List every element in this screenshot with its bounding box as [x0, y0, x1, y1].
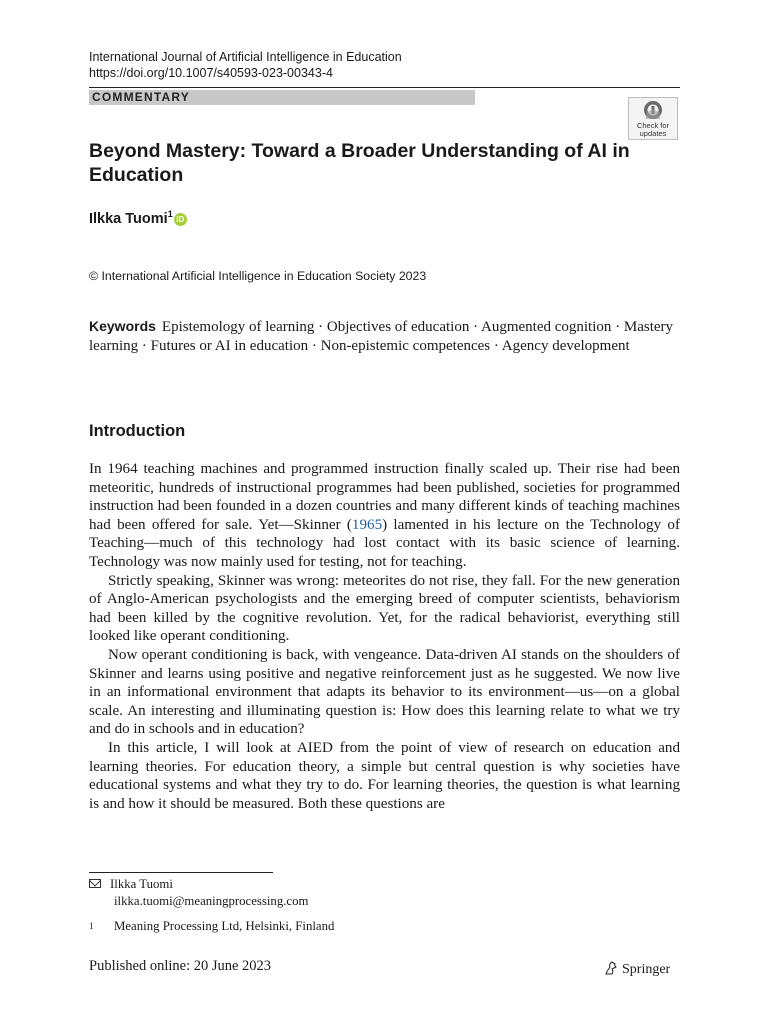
paragraph: In this article, I will look at AIED from the point of view of research on education and learning theories. For education theory, a simple but central question is why societies have educational systems and what they try to do. For learning theories, the question is what learning is and how it should be measured. Both these questions are [89, 739, 680, 812]
paragraph: Strictly speaking, Skinner was wrong: meteorites do not rise, they fall. For the new generation of Anglo-American psychologists and the emerging breed of computer scientists, behaviorism had been killed by the cognitive revolution. Yet, for the radical behaviorist, everything still looked like operant conditioning. [89, 572, 680, 645]
crossmark-icon [643, 100, 663, 120]
keywords-label: Keywords [89, 318, 156, 334]
article-title: Beyond Mastery: Toward a Broader Understanding of AI in Education [89, 140, 630, 186]
publisher-name: Springer [622, 962, 671, 977]
affiliation-text: Meaning Processing Ltd, Helsinki, Finland [114, 919, 335, 933]
journal-name: International Journal of Artificial Intelligence in Education [89, 50, 402, 64]
paragraph: Now operant conditioning is back, with vengeance. Data-driven AI stands on the shoulders of Skinner and learns using positive and negative reinforcement just as he suggested. We now live in an informational environment that adapts its behavior to its environment—us—on a global scale. An interesting and illuminating question is: How does this learning relate to what we try and do in schools and in education? [89, 646, 680, 738]
crossmark-label: Check for updates [636, 121, 670, 138]
springer-horse-icon [604, 961, 618, 975]
section-type-label: COMMENTARY [92, 90, 190, 104]
paragraph: In 1964 teaching machines and programmed instruction finally scaled up. Their rise had been meteoritic, hundreds of instructional programmes had been published, societies for programmed instruction had been founded in a dozen countries and many different kinds of teaching machines had been offered for sale. Yet—Skinner (1965) lamented in his lecture on the Technology of Teaching—much of this technology had lost contact with its basic science of learning. Technology was now mainly used for testing, not for teaching. [89, 461, 680, 570]
citation-link[interactable]: 1965 [351, 516, 383, 533]
contact-footnote [89, 876, 308, 909]
author-line [89, 209, 187, 227]
section-type-bar [89, 90, 475, 105]
section-heading: Introduction [89, 422, 186, 440]
body-text [89, 460, 680, 813]
crossmark-badge[interactable] [628, 97, 678, 140]
affiliation-footnote [89, 918, 334, 935]
published-date: Published online: 20 June 2023 [89, 958, 272, 974]
keywords-list: Epistemology of learning · Objectives of education · Augmented cognition · Mastery learning · Futures or AI in education · Non-epistemic competences · Agency development [89, 319, 674, 354]
doi-link[interactable]: https://doi.org/10.1007/s40593-023-00343-4 [89, 66, 333, 80]
author-name[interactable]: Ilkka Tuomi [89, 210, 168, 227]
footnote-rule [89, 872, 273, 873]
author-affiliation-mark: 1 [167, 209, 173, 219]
envelope-icon [89, 879, 101, 888]
header-rule [89, 87, 680, 88]
keywords-block [89, 317, 681, 356]
affiliation-number: 1 [89, 921, 94, 931]
contact-email[interactable]: ilkka.tuomi@meaningprocessing.com [114, 893, 309, 908]
orcid-icon[interactable]: iD [174, 213, 187, 226]
contact-name: Ilkka Tuomi [110, 877, 173, 891]
publisher-logo [604, 961, 670, 978]
copyright-notice: © International Artificial Intelligence in Education Society 2023 [89, 269, 427, 283]
journal-header [89, 49, 402, 81]
